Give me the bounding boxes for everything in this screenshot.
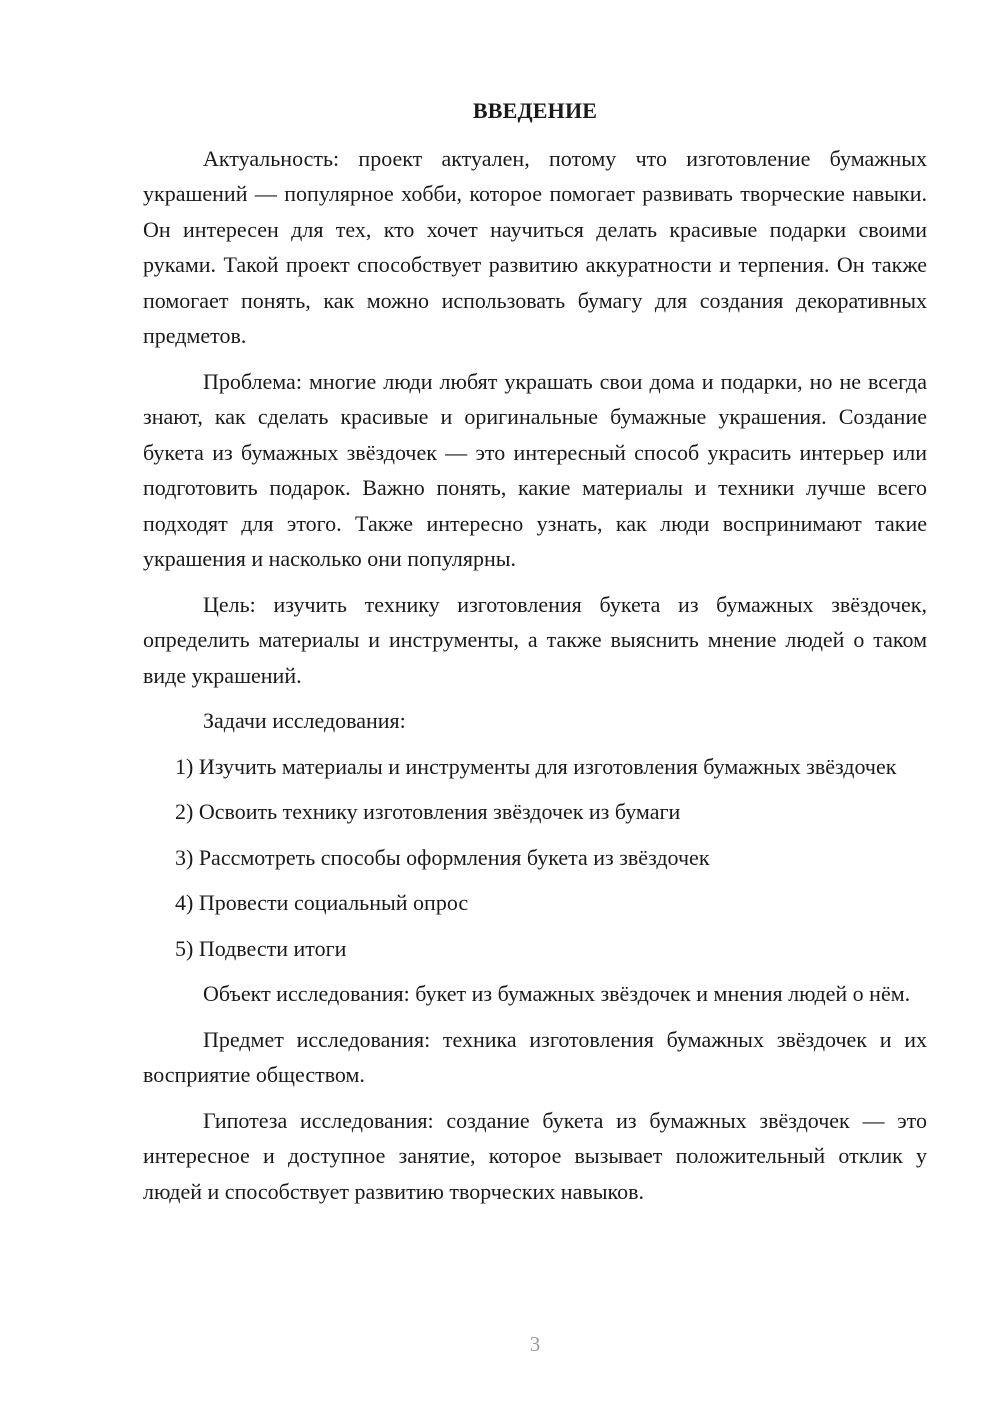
list-item: 4) Провести социальный опрос [175, 890, 469, 915]
subject-paragraph: Предмет исследования: техника изготовления бумажных звёздочек и их восприятие обществом. [143, 1026, 927, 1087]
list-item: 2) Освоить технику изготовления звёздочек из бумаги [175, 799, 681, 824]
hypothesis-paragraph: Гипотеза исследования: создание букета из бумажных звёздочек — это интересное и доступное занятие, которое вызывает положительный отклик у людей и способствует развитию творческих навыков. [143, 1107, 927, 1204]
problem-paragraph: Проблема: многие люди любят украшать свои дома и подарки, но не всегда знают, как сделать красивые и оригинальные бумажные украшения. Создание букета из бумажных звёздочек — это интересный способ украсить интерьер или подготовить подарок. Важно понять, какие материалы и техники лучше всего подходят для этого. Также интересно узнать, как люди воспринимают такие украшения и насколько они популярны. [143, 368, 927, 571]
tasks-heading: Задачи исследования: [203, 708, 406, 733]
list-item: 5) Подвести итоги [175, 935, 347, 961]
list-item: 3) Рассмотреть способы оформления букета из звёздочек [175, 844, 710, 870]
tasks-list [143, 749, 927, 967]
page-number: 3 [529, 1332, 541, 1356]
object-paragraph: Объект исследования: букет из бумажных звёздочек и мнения людей о нём. [203, 981, 911, 1006]
page-body [143, 93, 927, 1219]
page-title: ВВЕДЕНИЕ [472, 98, 598, 123]
list-item: 1) Изучить материалы и инструменты для изготовления бумажных звёздочек [175, 753, 897, 779]
relevance-paragraph: Актуальность: проект актуален, потому что изготовление бумажных украшений — популярное хобби, которое помогает развивать творческие навыки. Он интересен для тех, кто хочет научиться делать красивые подарки своими руками. Такой проект способствует развитию аккуратности и терпения. Он также помогает понять, как можно использовать бумагу для создания декоративных предметов. [143, 145, 927, 348]
goal-paragraph: Цель: изучить технику изготовления букета из бумажных звёздочек, определить материалы и инструменты, а также выяснить мнение людей о таком виде украшений. [143, 591, 927, 688]
